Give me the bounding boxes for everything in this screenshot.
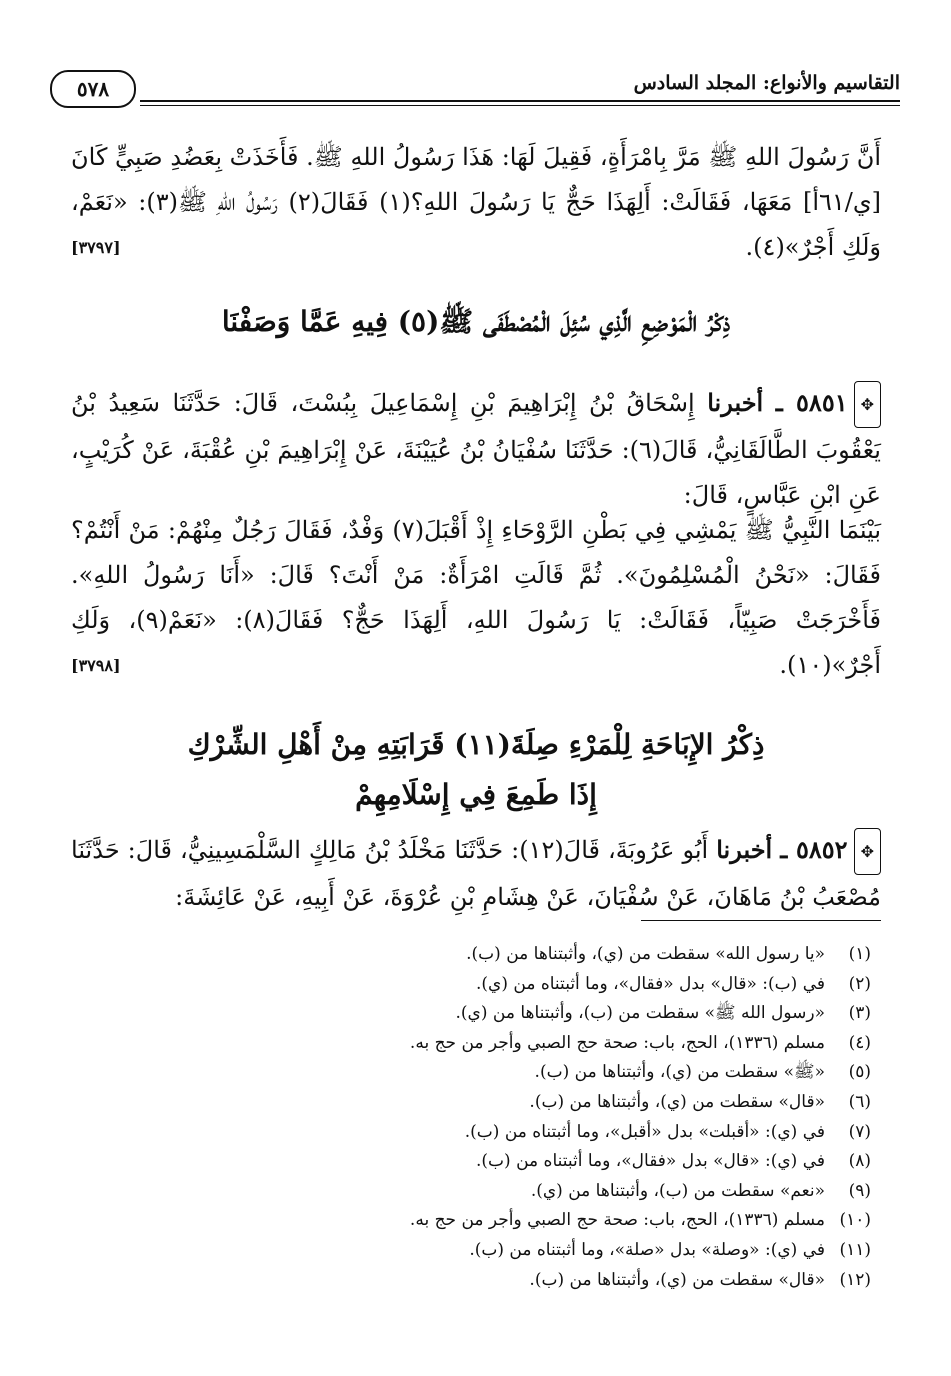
footnote: (٩)«نعم» سقطت من (ب)، وأثبتناها من (ي). <box>530 1180 871 1201</box>
isnad-text: إِسْحَاقُ بْنُ إِبْرَاهِيمَ بْنِ إِسْمَاعِيلَ بِبُسْتَ، قَالَ: حَدَّثَنَا سَعِيدُ بْنُ يَعْقُوبَ الطَّالَقَانِيُّ، قَالَ(٦): حَدَّثَنَا سُفْيَانُ بْنُ عُيَيْنَةَ، عَنْ إِبْرَاهِيمَ بْنِ عُقْبَةَ، عَنْ كُرَيْبٍ، عَنِ ابْنِ عَبَّاسٍ، قَالَ: <box>71 389 881 509</box>
footnote: (٣)«رسول الله ﷺ» سقطت من (ب)، وأثبتناها من (ي). <box>455 1003 871 1024</box>
narration-verb: أخبرنا <box>716 835 773 864</box>
page-header <box>40 70 900 116</box>
header-rule-thin <box>140 105 900 106</box>
footnote: (٧)في (ي): «أقبلت» بدل «أقبل»، وما أثبتناه من (ب). <box>464 1121 871 1142</box>
footnote: (١١)في (ي): «وصلة» بدل «صلة»، وما أثبتناه من (ب). <box>469 1239 871 1260</box>
footnote: (٦)«قال» سقطت من (ي)، وأثبتناها من (ب). <box>529 1091 871 1112</box>
chapter-heading: ذِكْرُ الْمَوْضِعِ الَّذِي سُئِلَ الْمُصْطَفَى ﷺ(٥) فِيهِ عَمَّا وَصَفْنَا <box>221 305 731 338</box>
footnote: (١٢)«قال» سقطت من (ي)، وأثبتناها من (ب). <box>529 1269 871 1290</box>
narration-verb: أخبرنا <box>707 388 764 417</box>
hadith-matn <box>71 508 881 688</box>
chapter-heading-line: ذِكْرُ الإِبَاحَةِ لِلْمَرْءِ صِلَةَ(١١) قَرَابَتِهِ مِنْ أَهْلِ الشِّرْكِ <box>187 728 765 761</box>
hadith-marker-icon: ✥ <box>854 828 881 875</box>
hadith-isnad-2 <box>71 827 881 920</box>
footnote: (٢)في (ب): «قال» بدل «فقال»، وما أثبتناه من (ي). <box>476 973 871 994</box>
hadith-number: ٥٨٥٢ ـ <box>780 835 848 864</box>
footnote: (٨)في (ي): «قال» بدل «فقال»، وما أثبتناه من (ب). <box>476 1151 871 1172</box>
hadith-reference: [٣٧٩٧] <box>71 238 121 257</box>
footnote: (١٠)مسلم (١٣٣٦)، الحج، باب: صحة حج الصبي وأجر من حج به. <box>409 1210 871 1231</box>
isnad-text: أَبُو عَرُوبَةَ، قَالَ(١٢): حَدَّثَنَا مَخْلَدُ بْنُ مَالِكٍ السَّلْمَسِينِيُّ، قَالَ: حَدَّثَنَا مُصْعَبُ بْنُ مَاهَانَ، عَنْ سُفْيَانَ، عَنْ هِشَامِ بْنِ عُرْوَةَ، عَنْ أَبِيهِ، عَنْ عَائِشَةَ: <box>71 836 881 911</box>
chapter-heading-line: إِذَا طَمِعَ فِي إِسْلَامِهِمْ <box>355 778 597 811</box>
chapter-heading-2 <box>71 720 881 820</box>
footnotes <box>71 940 871 1295</box>
header-rule <box>140 100 900 102</box>
footnote-divider <box>641 920 881 921</box>
hadith-reference: [٣٧٩٨] <box>71 656 121 675</box>
hadith-marker-icon: ✥ <box>854 381 881 428</box>
page-number-badge <box>50 70 136 108</box>
hadith-continuation <box>71 135 881 270</box>
hadith-text: أَنَّ رَسُولَ اللهِ ﷺ مَرَّ بِامْرَأَةٍ، فَقِيلَ لَهَا: هَذَا رَسُولُ اللهِ ﷺ. فَأَخَذَتْ بِعَضُدِ صَبِيٍّ كَانَ [ي/٦١أ] مَعَهَا، فَقَالَتْ: أَلِهَذَا حَجٌّ يَا رَسُولَ اللهِ؟(١) فَقَالَ(٢) رَسُولُ اللهِ ﷺ(٣): «نَعَمْ، وَلَكِ أَجْرٌ»(٤). <box>71 143 882 261</box>
hadith-text: بَيْنَمَا النَّبِيُّ ﷺ يَمْشِي فِي بَطْنِ الرَّوْحَاءِ إِذْ أَقْبَلَ(٧) وَفْدٌ، فَقَالَ رَجُلٌ مِنْهُمْ: مَنْ أَنْتُمْ؟ فَقَالَ: «نَحْنُ الْمُسْلِمُونَ». ثُمَّ قَالَتِ امْرَأَةٌ: مَنْ أَنْتَ؟ قَالَ: «أَنَا رَسُولُ اللهِ». فَأَخْرَجَتْ صَبِيّاً، فَقَالَتْ: يَا رَسُولَ اللهِ، أَلِهَذَا حَجٌّ؟ فَقَالَ(٨): «نَعَمْ(٩)، وَلَكِ أَجْرٌ»(١٠). <box>71 516 882 679</box>
footnote: (١)«يا رسول الله» سقطت من (ي)، وأثبتناها من (ب). <box>466 944 871 964</box>
running-title: التقاسيم والأنواع: المجلد السادس <box>633 72 900 94</box>
hadith-isnad <box>71 380 881 518</box>
footnote: (٥)«ﷺ» سقطت من (ي)، وأثبتناها من (ب). <box>534 1062 871 1083</box>
page-number: ٥٧٨ <box>76 77 110 101</box>
hadith-number: ٥٨٥١ ـ <box>775 388 848 417</box>
footnote: (٤)مسلم (١٣٣٦)، الحج، باب: صحة حج الصبي وأجر من حج به. <box>409 1032 871 1053</box>
